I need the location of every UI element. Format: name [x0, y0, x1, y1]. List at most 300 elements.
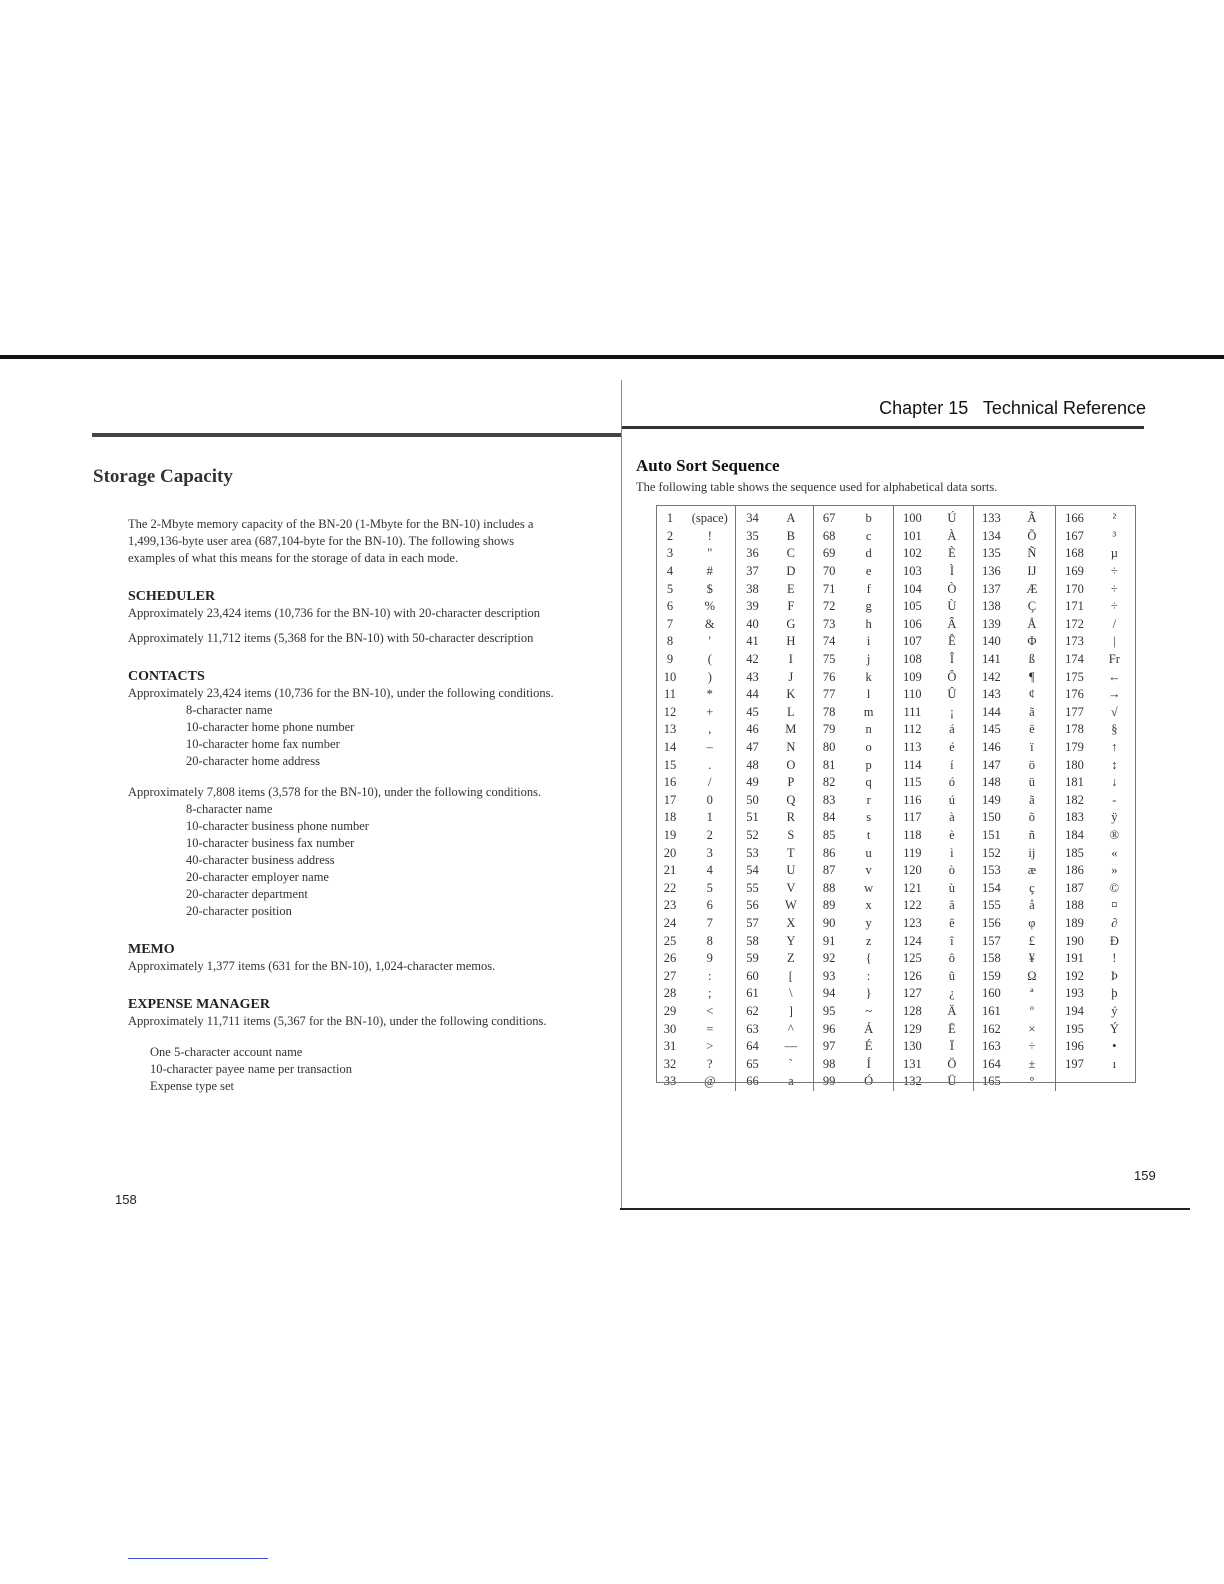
character-cell: Ù — [931, 598, 974, 616]
condition-item: 20-character employer name — [186, 870, 329, 884]
chapter-header — [860, 398, 1146, 419]
order-number-cell: 134 — [981, 528, 1001, 543]
character-cell: Ï — [931, 1038, 974, 1056]
order-number-cell: 65 — [746, 1056, 759, 1071]
character-cell: Î — [931, 651, 974, 669]
character-cell: 2 — [684, 827, 736, 845]
character-cell: u — [844, 844, 894, 862]
order-number-cell: 94 — [822, 986, 836, 1001]
order-number-cell: 195 — [1065, 1021, 1084, 1036]
character-cell: : — [684, 967, 736, 985]
character-cell: ¡ — [931, 704, 974, 722]
character-cell: ¶ — [1008, 668, 1056, 686]
order-number-cell: 9 — [666, 652, 674, 667]
character-cell: ∂ — [1111, 915, 1118, 930]
character-cell: L — [768, 704, 813, 722]
order-number-cell: 33 — [663, 1074, 677, 1089]
condition-item: 40-character business address — [186, 853, 335, 867]
contacts-heading: CONTACTS — [128, 669, 205, 684]
character-cell: K — [768, 686, 813, 704]
character-cell: p — [844, 756, 894, 774]
order-number-cell: 148 — [981, 775, 1001, 790]
order-number-cell: 60 — [746, 968, 759, 983]
character-cell: Z — [768, 950, 813, 968]
order-number-cell: 79 — [822, 722, 836, 737]
table-row — [656, 686, 1136, 704]
order-number-cell: 108 — [903, 652, 922, 667]
character-cell: { — [844, 950, 894, 968]
character-cell: v — [844, 862, 894, 880]
order-number-cell: 117 — [903, 810, 922, 825]
order-number-cell: 87 — [822, 863, 836, 878]
order-number-cell: 141 — [981, 652, 1001, 667]
order-number-cell: 160 — [981, 986, 1001, 1001]
order-number-cell: 185 — [1065, 845, 1084, 860]
order-number-cell: 8 — [666, 634, 674, 649]
order-number-cell: 132 — [903, 1074, 922, 1089]
character-cell: G — [768, 616, 813, 634]
character-cell: q — [844, 774, 894, 792]
character-cell: í — [931, 756, 974, 774]
order-number-cell: 192 — [1065, 968, 1084, 983]
character-cell: a — [768, 1073, 813, 1091]
character-cell: > — [684, 1038, 736, 1056]
bottom-rule — [620, 1208, 1190, 1210]
character-cell: ] — [768, 1003, 813, 1021]
order-number-cell: 154 — [981, 880, 1001, 895]
order-number-cell: 56 — [746, 898, 759, 913]
order-number-cell: 28 — [663, 986, 677, 1001]
character-cell: « — [1111, 845, 1118, 860]
table-row — [656, 633, 1136, 651]
order-number-cell: 128 — [903, 1003, 922, 1018]
character-cell: / — [1112, 616, 1117, 631]
order-number-cell: 34 — [746, 511, 759, 526]
character-cell: 8 — [684, 932, 736, 950]
character-cell: F — [768, 598, 813, 616]
character-cell: z — [844, 932, 894, 950]
character-cell: E — [768, 580, 813, 598]
character-cell: O — [768, 756, 813, 774]
character-cell: — — [768, 1038, 813, 1056]
character-cell: Ë — [931, 1020, 974, 1038]
character-cell: ( — [684, 651, 736, 669]
table-row — [656, 704, 1136, 722]
character-cell: ↕ — [1111, 757, 1118, 772]
character-cell: * — [684, 686, 736, 704]
character-cell: • — [1112, 1039, 1117, 1054]
sort-sequence-table — [656, 505, 1136, 1091]
order-number-cell: 53 — [746, 845, 759, 860]
character-cell: ! — [684, 528, 736, 546]
order-number-cell: 181 — [1065, 775, 1084, 790]
character-cell: g — [844, 598, 894, 616]
order-number-cell: 179 — [1065, 740, 1084, 755]
order-number-cell: 19 — [663, 827, 677, 842]
order-number-cell: 26 — [663, 951, 677, 966]
character-cell: - — [1112, 792, 1117, 807]
table-row — [656, 739, 1136, 757]
order-number-cell: 178 — [1065, 722, 1084, 737]
character-cell: Q — [768, 792, 813, 810]
left-header-rule — [92, 433, 622, 437]
character-cell: Û — [931, 686, 974, 704]
table-row — [656, 528, 1136, 546]
scheduler-line: Approximately 11,712 items (5,368 for the BN-10) with 50-character description — [128, 631, 534, 645]
character-cell: £ — [1008, 932, 1056, 950]
order-number-cell: 25 — [663, 933, 677, 948]
character-cell: ® — [1109, 827, 1120, 842]
character-cell: Í — [844, 1055, 894, 1073]
character-cell: x — [844, 897, 894, 915]
character-cell: 1 — [684, 809, 736, 827]
character-cell: j — [844, 651, 894, 669]
order-number-cell: 23 — [663, 898, 677, 913]
character-cell: ß — [1008, 651, 1056, 669]
table-row — [656, 1038, 1136, 1056]
order-number-cell: 163 — [981, 1039, 1001, 1054]
order-number-cell: 13 — [663, 722, 677, 737]
order-number-cell: 55 — [746, 880, 759, 895]
character-cell: Ú — [931, 505, 974, 528]
order-number-cell: 177 — [1065, 704, 1084, 719]
order-number-cell: 72 — [822, 599, 836, 614]
character-cell: ← — [1108, 669, 1121, 684]
character-cell: N — [768, 739, 813, 757]
order-number-cell: 80 — [822, 740, 836, 755]
memo-heading: MEMO — [128, 942, 175, 957]
character-cell: Ý — [1109, 1021, 1119, 1036]
table-row — [656, 879, 1136, 897]
order-number-cell: 118 — [903, 827, 922, 842]
scheduler-section — [128, 589, 613, 647]
character-cell: Ð — [1109, 933, 1119, 948]
character-cell: Ä — [931, 1003, 974, 1021]
character-cell: ú — [931, 792, 974, 810]
order-number-cell: 172 — [1065, 616, 1084, 631]
table-row — [656, 932, 1136, 950]
character-cell: % — [684, 598, 736, 616]
character-cell: ü — [1008, 774, 1056, 792]
expense-heading: EXPENSE MANAGER — [128, 997, 270, 1012]
condition-item: One 5-character account name — [150, 1045, 303, 1059]
order-number-cell: 126 — [903, 968, 922, 983]
order-number-cell: 45 — [746, 704, 759, 719]
order-number-cell: 103 — [903, 564, 922, 579]
order-number-cell: 164 — [981, 1056, 1001, 1071]
character-cell: \ — [768, 985, 813, 1003]
table-row — [656, 1055, 1136, 1073]
table-row — [656, 792, 1136, 810]
order-number-cell: 6 — [666, 599, 674, 614]
order-number-cell: 36 — [746, 546, 759, 561]
order-number-cell: 145 — [981, 722, 1001, 737]
character-cell: – — [684, 739, 736, 757]
order-number-cell: 116 — [903, 792, 922, 807]
condition-item: 20-character home address — [186, 754, 320, 768]
character-cell: ¤ — [1111, 898, 1118, 913]
character-cell: t — [844, 827, 894, 845]
order-number-cell: 120 — [903, 863, 922, 878]
character-cell: ¿ — [931, 985, 974, 1003]
character-cell: : — [844, 967, 894, 985]
right-page-content — [636, 456, 1146, 495]
character-cell: æ — [1008, 862, 1056, 880]
character-cell: ª — [1008, 985, 1056, 1003]
order-number-cell: 109 — [903, 669, 922, 684]
condition-item: Expense type set — [150, 1079, 235, 1093]
order-number-cell: 41 — [746, 634, 759, 649]
condition-item: 10-character home phone number — [186, 720, 355, 734]
order-number-cell: 165 — [981, 1074, 1001, 1089]
order-number-cell: 140 — [981, 634, 1001, 649]
character-cell: n — [844, 721, 894, 739]
character-cell: Ç — [1008, 598, 1056, 616]
left-page-content — [93, 466, 613, 1095]
order-number-cell: 49 — [746, 775, 759, 790]
table-row — [656, 774, 1136, 792]
order-number-cell: 106 — [903, 616, 922, 631]
character-cell: Á — [844, 1020, 894, 1038]
auto-sort-description: The following table shows the sequence used for alphabetical data sorts. — [636, 480, 998, 494]
order-number-cell: 146 — [981, 740, 1001, 755]
order-number-cell: 136 — [981, 564, 1001, 579]
character-cell: J — [768, 668, 813, 686]
character-cell: ; — [684, 985, 736, 1003]
storage-capacity-title: Storage Capacity — [93, 466, 233, 487]
order-number-cell: 76 — [822, 669, 836, 684]
order-number-cell: 191 — [1065, 951, 1084, 966]
character-cell: H — [768, 633, 813, 651]
order-number-cell: 11 — [664, 687, 677, 702]
character-cell: A — [768, 505, 813, 528]
top-rule — [0, 355, 1224, 359]
character-cell: + — [684, 704, 736, 722]
character-cell: 9 — [684, 950, 736, 968]
order-number-cell: 62 — [746, 1003, 759, 1018]
character-cell: f — [844, 580, 894, 598]
order-number-cell: 67 — [822, 511, 836, 526]
character-cell: 6 — [684, 897, 736, 915]
character-cell: ? — [684, 1055, 736, 1073]
order-number-cell: 158 — [981, 951, 1001, 966]
table-row — [656, 967, 1136, 985]
character-cell: W — [768, 897, 813, 915]
table-row — [656, 827, 1136, 845]
character-cell: e — [844, 563, 894, 581]
character-cell: µ — [1110, 546, 1118, 561]
order-number-cell: 111 — [903, 704, 922, 719]
order-number-cell: 193 — [1065, 986, 1084, 1001]
order-number-cell: 166 — [1065, 511, 1084, 526]
character-cell: Ö — [931, 1055, 974, 1073]
order-number-cell: 137 — [981, 581, 1001, 596]
character-cell: Æ — [1008, 580, 1056, 598]
order-number-cell: 24 — [663, 915, 677, 930]
condition-item: 20-character department — [186, 887, 308, 901]
order-number-cell: 59 — [746, 951, 759, 966]
character-cell: 5 — [684, 879, 736, 897]
character-cell: U — [768, 862, 813, 880]
character-cell: ' — [684, 633, 736, 651]
character-cell: I — [768, 651, 813, 669]
character-cell: ö — [1008, 756, 1056, 774]
right-page-number: 159 — [1134, 1168, 1156, 1183]
order-number-cell: 143 — [981, 687, 1001, 702]
order-number-cell: 18 — [663, 810, 677, 825]
table-row — [656, 915, 1136, 933]
order-number-cell: 93 — [822, 968, 836, 983]
character-cell: ê — [931, 915, 974, 933]
order-number-cell: 188 — [1065, 898, 1084, 913]
order-number-cell: 197 — [1065, 1056, 1084, 1071]
character-cell: Ã — [1008, 505, 1056, 528]
character-cell: È — [931, 545, 974, 563]
order-number-cell: 38 — [746, 581, 759, 596]
order-number-cell: 47 — [746, 740, 759, 755]
order-number-cell: 149 — [981, 792, 1001, 807]
order-number-cell: 39 — [746, 599, 759, 614]
order-number-cell: 101 — [903, 528, 922, 543]
character-cell: φ — [1008, 915, 1056, 933]
character-cell: Φ — [1008, 633, 1056, 651]
order-number-cell: 180 — [1065, 757, 1084, 772]
intro-paragraph — [128, 516, 613, 567]
table-row — [656, 844, 1136, 862]
order-number-cell: 43 — [746, 669, 759, 684]
order-number-cell: 3 — [666, 546, 674, 561]
order-number-cell: 114 — [903, 757, 922, 772]
order-number-cell: 58 — [746, 933, 759, 948]
character-cell: ~ — [844, 1003, 894, 1021]
character-cell: / — [684, 774, 736, 792]
character-cell: å — [1008, 897, 1056, 915]
order-number-cell: 171 — [1065, 599, 1084, 614]
table-row — [656, 545, 1136, 563]
character-cell: Å — [1008, 616, 1056, 634]
order-number-cell: 46 — [746, 722, 759, 737]
order-number-cell: 112 — [903, 722, 922, 737]
page-spine — [621, 380, 622, 1210]
character-cell: Þ — [1110, 968, 1118, 983]
character-cell: # — [684, 563, 736, 581]
order-number-cell: 5 — [666, 581, 674, 596]
order-number-cell: 147 — [981, 757, 1001, 772]
order-number-cell: 12 — [663, 704, 677, 719]
order-number-cell: 196 — [1065, 1039, 1084, 1054]
character-cell: l — [844, 686, 894, 704]
order-number-cell: 168 — [1065, 546, 1084, 561]
order-number-cell: 113 — [903, 740, 922, 755]
character-cell: À — [931, 528, 974, 546]
character-cell: → — [1108, 687, 1121, 702]
condition-item: 10-character business phone number — [186, 819, 369, 833]
character-cell: ç — [1008, 879, 1056, 897]
character-cell: ij — [1008, 844, 1056, 862]
order-number-cell: 75 — [822, 652, 836, 667]
character-cell: ² — [1112, 511, 1117, 526]
condition-item: 20-character position — [186, 904, 292, 918]
order-number-cell: 194 — [1065, 1003, 1084, 1018]
character-cell: ^ — [768, 1020, 813, 1038]
order-number-cell: 14 — [663, 740, 677, 755]
character-cell: < — [684, 1003, 736, 1021]
character-cell: Ω — [1008, 967, 1056, 985]
right-header-rule — [622, 426, 1144, 429]
condition-item: 8-character name — [186, 802, 273, 816]
order-number-cell: 17 — [663, 792, 677, 807]
table-row — [656, 651, 1136, 669]
order-number-cell: 92 — [822, 951, 836, 966]
character-cell: S — [768, 827, 813, 845]
character-cell: T — [768, 844, 813, 862]
character-cell: ! — [1112, 951, 1117, 966]
order-number-cell: 91 — [822, 933, 836, 948]
intro-line: examples of what this means for the storage of data in each mode. — [128, 551, 459, 565]
character-cell: @ — [684, 1073, 736, 1091]
character-cell: ë — [1008, 721, 1056, 739]
order-number-cell: 174 — [1065, 652, 1084, 667]
table-row — [656, 668, 1136, 686]
character-cell: D — [768, 563, 813, 581]
order-number-cell: 107 — [903, 634, 922, 649]
character-cell: 4 — [684, 862, 736, 880]
table-row — [656, 721, 1136, 739]
auto-sort-title: Auto Sort Sequence — [636, 456, 780, 475]
character-cell: ) — [684, 668, 736, 686]
order-number-cell: 153 — [981, 863, 1001, 878]
order-number-cell: 27 — [663, 968, 677, 983]
character-cell: Ñ — [1008, 545, 1056, 563]
character-cell: ù — [931, 879, 974, 897]
character-cell: ÷ — [1110, 581, 1118, 596]
order-number-cell: 89 — [822, 898, 836, 913]
order-number-cell: 115 — [903, 775, 922, 790]
order-number-cell: 52 — [746, 827, 759, 842]
character-cell: ó — [931, 774, 974, 792]
character-cell: . — [684, 756, 736, 774]
order-number-cell: 85 — [822, 827, 836, 842]
order-number-cell: 82 — [822, 775, 836, 790]
order-number-cell: 16 — [663, 775, 677, 790]
order-number-cell: 96 — [822, 1021, 836, 1036]
character-cell: ³ — [1112, 528, 1117, 543]
expense-section — [128, 997, 613, 1095]
order-number-cell: 155 — [981, 898, 1001, 913]
character-cell: » — [1111, 863, 1118, 878]
order-number-cell: 190 — [1065, 933, 1084, 948]
order-number-cell: 77 — [822, 687, 836, 702]
chapter-title: Technical Reference — [982, 398, 1146, 418]
character-cell: Ó — [844, 1073, 894, 1091]
contacts-line: Approximately 7,808 items (3,578 for the BN-10), under the following conditions. — [128, 785, 542, 799]
order-number-cell: 159 — [981, 968, 1001, 983]
memo-section — [128, 942, 613, 975]
table-row — [656, 1073, 1136, 1091]
order-number-cell: 2 — [666, 528, 674, 543]
character-cell: ÿ — [1111, 810, 1118, 825]
order-number-cell: 151 — [981, 827, 1001, 842]
character-cell: ã — [1008, 792, 1056, 810]
character-cell: [ — [768, 967, 813, 985]
character-cell: Y — [768, 932, 813, 950]
order-number-cell: 100 — [903, 511, 922, 526]
scheduler-line: Approximately 23,424 items (10,736 for the BN-10) with 20-character description — [128, 606, 541, 620]
order-number-cell: 69 — [822, 546, 836, 561]
order-number-cell: 104 — [903, 581, 922, 596]
order-number-cell: 124 — [903, 933, 922, 948]
character-cell: Ì — [931, 563, 974, 581]
